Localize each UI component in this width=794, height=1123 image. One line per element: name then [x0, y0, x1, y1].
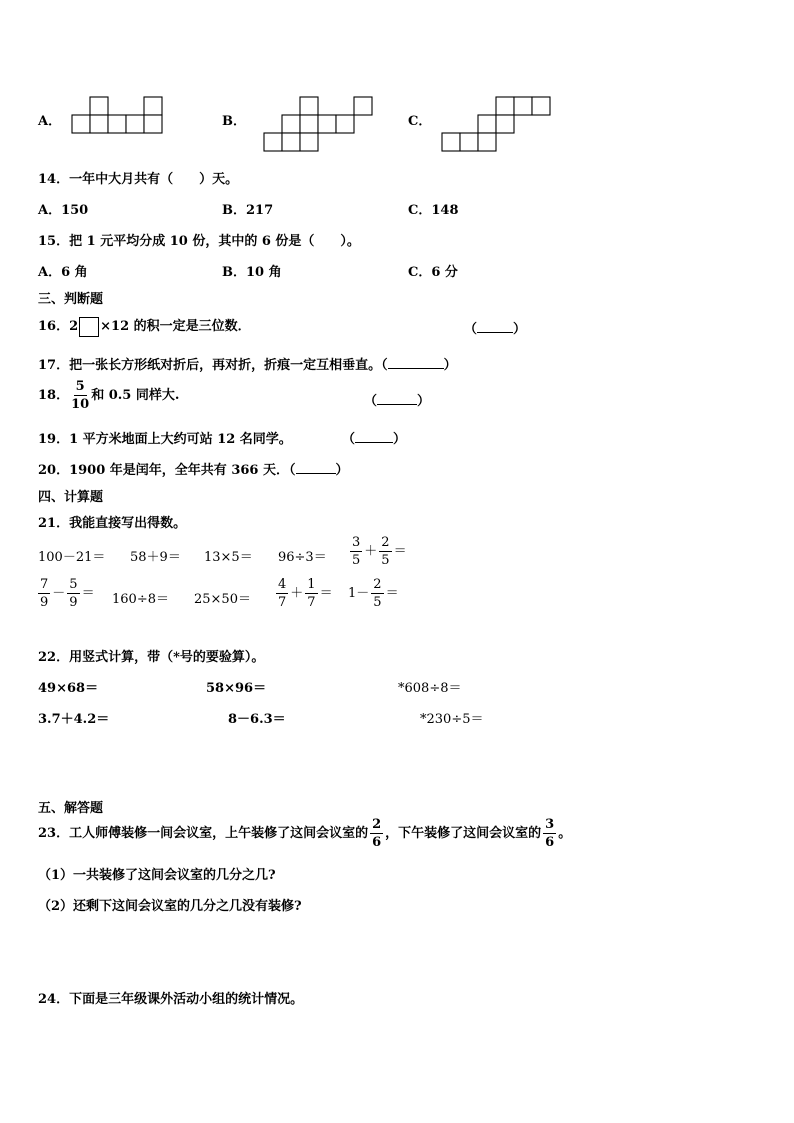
numerator: 2 — [372, 817, 382, 832]
q21-number: 21． — [38, 516, 70, 531]
numerator: 3 — [545, 817, 555, 832]
q23-number: 23． — [38, 826, 70, 841]
q14-option-a — [38, 199, 88, 218]
equals: ＝ — [81, 586, 95, 601]
q21-expr-7: 160÷8＝ — [112, 592, 169, 607]
q22-expr-2: 58×96＝ — [206, 681, 267, 696]
denominator: 5 — [381, 553, 390, 568]
q18-fraction — [71, 380, 89, 411]
q16-answer-blank[interactable] — [477, 332, 513, 333]
q21-expr-9 — [274, 578, 333, 609]
q14-stem: 一年中大月共有（ ）天。 — [69, 172, 239, 187]
q15-option-b — [222, 261, 282, 280]
prefix: 1－ — [348, 586, 370, 601]
numerator: 1 — [307, 577, 316, 592]
q13-option-a-letter: A． — [38, 114, 62, 129]
equals: ＝ — [393, 544, 407, 559]
q14-option-c-letter: C． — [408, 203, 432, 218]
q15-option-b-letter: B． — [222, 265, 246, 280]
q20-text: 1900 年是闰年，全年共有 366 天． — [69, 463, 289, 478]
q19-number: 19． — [38, 432, 70, 447]
numerator: 2 — [381, 535, 390, 550]
numerator: 2 — [373, 577, 382, 592]
q21-expr-6 — [36, 578, 95, 609]
q16-pre: 2 — [69, 319, 79, 334]
q18-fraction-numerator: 5 — [75, 379, 85, 394]
q18-fraction-denominator: 10 — [71, 397, 90, 412]
cube-net-figure-a — [70, 96, 166, 136]
q19-answer-close: ） — [393, 432, 407, 447]
q14-option-b — [222, 199, 273, 218]
q18-question — [38, 380, 179, 411]
q20-question — [38, 459, 349, 478]
q17-text: 把一张长方形纸对折后，再对折，折痕一定互相垂直。 — [69, 358, 382, 373]
q21-stem: 我能直接写出得数。 — [69, 516, 187, 531]
q16-question — [38, 315, 251, 337]
denominator: 5 — [373, 595, 382, 610]
numerator: 4 — [278, 577, 287, 592]
q18-number: 18． — [38, 388, 70, 403]
q16-number: 16． — [38, 319, 70, 334]
q22-expr-1: 49×68＝ — [38, 681, 99, 696]
q15-option-b-text: 10 角 — [246, 265, 282, 280]
q13-option-c-letter: C． — [408, 114, 432, 129]
q23-text-2: ，下午装修了这间会议室的 — [385, 826, 542, 841]
q21-expr-5 — [348, 536, 407, 567]
q21-expr-4: 96÷3＝ — [278, 550, 327, 565]
denominator: 6 — [545, 835, 555, 850]
q21-expr-10 — [348, 578, 399, 609]
fraction — [305, 578, 317, 609]
q22-expr-5: 8－6.3＝ — [228, 712, 286, 727]
q14-number: 14． — [38, 172, 70, 187]
q18-text: 和 0.5 同样大. — [91, 388, 180, 403]
q24-text: 下面是三年级课外活动小组的统计情况。 — [69, 992, 304, 1007]
fraction — [276, 578, 288, 609]
denominator: 9 — [69, 595, 78, 610]
fraction — [350, 536, 362, 567]
denominator: 6 — [372, 835, 382, 850]
q24-question — [38, 988, 303, 1007]
q15-stem: 把 1 元平均分成 10 份，其中的 6 份是（ ）。 — [69, 234, 360, 249]
q16-answer-open: （ — [464, 322, 478, 337]
section-4-title: 四、计算题 — [38, 490, 104, 505]
denominator: 7 — [307, 595, 316, 610]
q19-question — [38, 428, 292, 447]
q21-expr-2: 58＋9＝ — [130, 550, 181, 565]
q14-option-a-letter: A． — [38, 203, 62, 218]
q23-fraction-2 — [543, 818, 556, 849]
q18-answer-open: （ — [364, 394, 378, 409]
q21-expr-1: 100－21＝ — [38, 550, 106, 565]
q22-number: 22． — [38, 650, 70, 665]
q23-sub-question-1: （1）一共装修了这间会议室的几分之几? — [38, 868, 276, 883]
denominator: 5 — [352, 553, 361, 568]
q15-option-c-text: 6 分 — [431, 265, 458, 280]
q16-answer — [464, 318, 526, 337]
numerator: 7 — [40, 577, 49, 592]
q15-number: 15． — [38, 234, 70, 249]
q15-option-a-letter: A． — [38, 265, 62, 280]
q16-digit-box[interactable] — [79, 317, 99, 337]
q22-expr-4: 3.7＋4.2＝ — [38, 712, 110, 727]
q15-option-a — [38, 261, 88, 280]
q14-option-c — [408, 199, 459, 218]
q23-text-3: 。 — [558, 826, 572, 841]
q17-answer-blank[interactable] — [388, 368, 444, 369]
denominator: 9 — [40, 595, 49, 610]
section-5-title: 五、解答题 — [38, 801, 104, 816]
q19-text: 1 平方米地面上大约可站 12 名同学。 — [69, 432, 292, 447]
q23-sub-question-2: （2）还剩下这间会议室的几分之几没有装修? — [38, 899, 302, 914]
q17-answer-close: ） — [443, 358, 457, 373]
q23-question — [38, 818, 571, 849]
q15-option-c-letter: C． — [408, 265, 432, 280]
q14-option-b-text: 217 — [246, 203, 274, 218]
q15-option-c — [408, 261, 458, 280]
numerator: 5 — [69, 577, 78, 592]
q18-answer-close: ） — [417, 394, 431, 409]
q17-number: 17． — [38, 358, 70, 373]
q14-option-c-text: 148 — [431, 203, 459, 218]
q13-option-b-letter: B． — [222, 114, 246, 129]
equals: ＝ — [385, 586, 399, 601]
q18-answer-blank[interactable] — [377, 404, 417, 405]
fraction — [371, 578, 383, 609]
q22-expr-6: *230÷5＝ — [420, 712, 484, 727]
q15-question — [38, 230, 360, 249]
q22-expr-3: *608÷8＝ — [398, 681, 462, 696]
q19-answer-open: （ — [342, 432, 356, 447]
q21-question — [38, 512, 186, 531]
q16-post: ×12 的积一定是三位数． — [100, 319, 251, 334]
q23-fraction-1 — [370, 818, 383, 849]
denominator: 7 — [278, 595, 287, 610]
section-3-title: 三、判断题 — [38, 292, 104, 307]
q17-answer-open: （ — [381, 358, 388, 373]
q19-answer — [342, 428, 406, 447]
operator: ＋ — [364, 544, 378, 559]
fraction — [67, 578, 79, 609]
fraction — [38, 578, 50, 609]
q20-number: 20． — [38, 463, 70, 478]
cube-net-figure-c — [440, 96, 552, 152]
q15-option-a-text: 6 角 — [61, 265, 88, 280]
operator: － — [52, 586, 66, 601]
q14-question — [38, 168, 238, 187]
cube-net-figure-b — [262, 96, 374, 152]
q23-text-1: 工人师傅装修一间会议室，上午装修了这间会议室的 — [69, 826, 369, 841]
q16-answer-close: ） — [513, 322, 527, 337]
equals: ＝ — [319, 586, 333, 601]
fraction — [379, 536, 391, 567]
numerator: 3 — [352, 535, 361, 550]
q17-question — [38, 354, 457, 373]
q20-answer-close: ） — [335, 463, 349, 478]
q24-number: 24． — [38, 992, 70, 1007]
q21-expr-3: 13×5＝ — [204, 550, 253, 565]
q14-option-a-text: 150 — [61, 203, 89, 218]
q19-answer-blank[interactable] — [355, 442, 393, 443]
q18-answer — [364, 390, 430, 409]
q22-stem: 用竖式计算，带（*号的要验算）。 — [69, 650, 265, 665]
q14-option-b-letter: B． — [222, 203, 246, 218]
q20-answer-blank[interactable] — [296, 473, 336, 474]
operator: ＋ — [290, 586, 304, 601]
q21-expr-8: 25×50＝ — [194, 592, 251, 607]
q22-question — [38, 646, 264, 665]
q20-answer-open: （ — [289, 463, 296, 478]
